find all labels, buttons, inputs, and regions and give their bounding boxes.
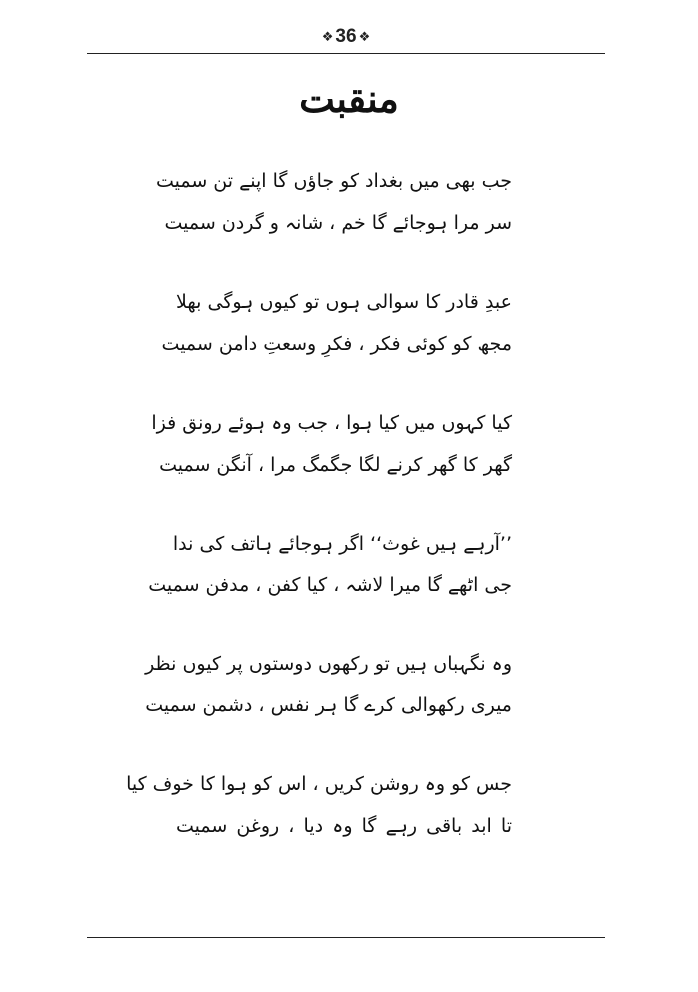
poem-line: جس کو وہ روشن کریں ، اس کو ہوا کا خوف کیا: [126, 773, 512, 795]
poem-line: ’’آرہے ہیں غوث‘‘ اگر ہوجائے ہاتف کی ندا: [172, 533, 512, 555]
poem-line: سر مرا ہوجائے گا خم ، شانہ و گردن سمیت: [164, 212, 512, 234]
page-number: 36: [335, 26, 357, 47]
poem-line: تا ابد باقی رہے گا وہ دیا ، روغن سمیت: [176, 815, 512, 837]
poem-line: میری رکھوالی کرے گا ہر نفس ، دشمن سمیت: [145, 694, 512, 716]
footer-rule: [87, 937, 605, 938]
poem-line: گھر کا گھر کرنے لگا جگمگ مرا ، آنگن سمیت: [159, 454, 512, 476]
poem-title: منقبت: [299, 76, 399, 121]
poem-line: جب بھی میں بغداد کو جاؤں گا اپنے تن سمیت: [155, 170, 512, 192]
poem-line: جی اٹھے گا میرا لاشہ ، کیا کفن ، مدفن سمیت: [148, 574, 512, 596]
poem-line: کیا کہوں میں کیا ہوا ، جب وہ ہوئے رونق فزا: [151, 412, 512, 434]
flourish-right-icon: ❖: [358, 29, 371, 45]
poem-line: مجھ کو کوئی فکر ، فکرِ وسعتِ دامن سمیت: [161, 333, 512, 355]
flourish-left-icon: ❖: [321, 29, 334, 45]
poem-line: عبدِ قادر کا سوالی ہوں تو کیوں ہوگی بھلا: [176, 291, 512, 313]
poem-line: وہ نگہباں ہیں تو رکھوں دوستوں پر کیوں نظر: [145, 653, 512, 675]
